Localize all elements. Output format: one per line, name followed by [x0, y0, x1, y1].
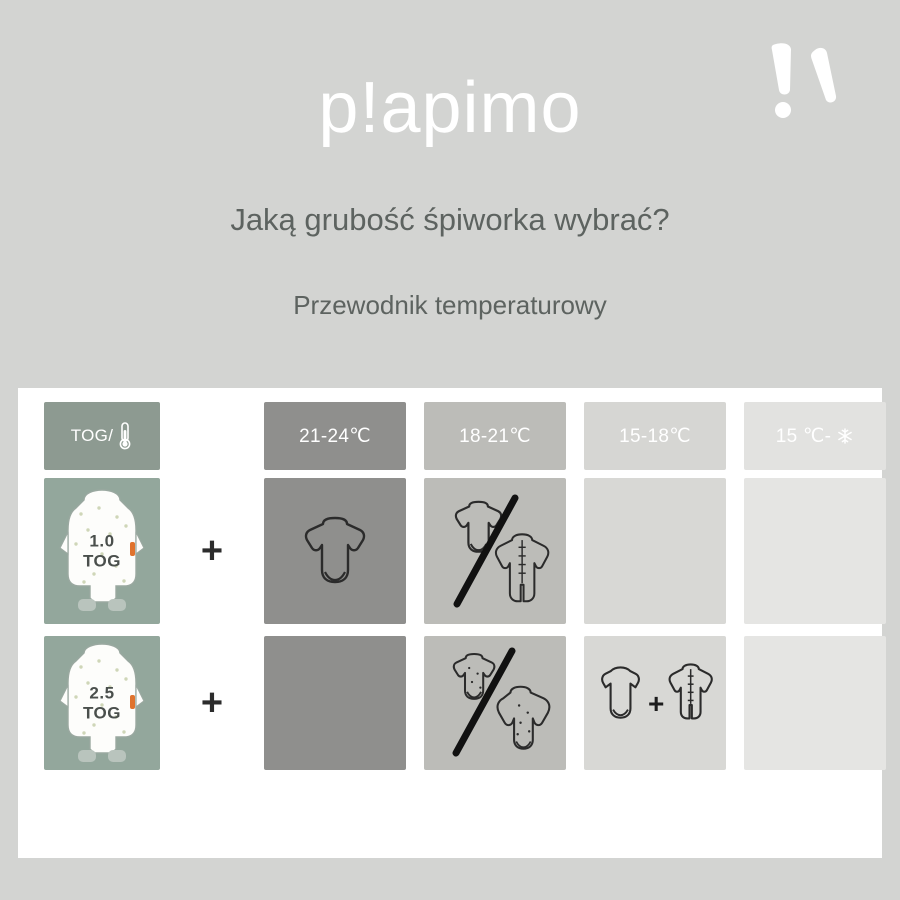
column-header-15-18: 15-18℃: [584, 402, 726, 470]
cell-2-5-tog-below-15: [744, 636, 886, 770]
sleeping-bag-2-5-tog-icon: [44, 636, 160, 770]
svg-text:+: +: [648, 688, 665, 719]
plus-sign-row-2: +: [200, 681, 224, 724]
column-header-18-21: 18-21℃: [424, 402, 566, 470]
tog-unit: TOG: [82, 551, 122, 570]
spark-decoration-icon: [760, 40, 870, 125]
table-corner-header: [44, 402, 160, 470]
short-sleeve-bodysuit-icon: [292, 508, 378, 594]
row-spacer-1: [44, 470, 886, 478]
temperature-guide-panel: [18, 388, 882, 858]
column-header-21-24: 21-24℃: [264, 402, 406, 470]
tog-number: 2.5: [89, 683, 115, 703]
column-header-below-15: [744, 402, 886, 470]
cell-2-5-tog-15-18: [584, 636, 726, 770]
page-subtitle: Przewodnik temperaturowy: [293, 290, 607, 320]
column-header-below-15-label: 15 ℃-: [775, 425, 832, 447]
tog-number: 1.0: [89, 531, 115, 551]
thermometer-icon: [117, 421, 133, 451]
cell-2-5-tog-21-24: [264, 636, 406, 770]
page-title: Jaką grubość śpiworka wybrać?: [230, 202, 670, 237]
cell-1-0-tog-15-18: [584, 478, 726, 624]
tog-unit: TOG: [82, 703, 122, 722]
brand-logo-text: p!apimo: [318, 68, 582, 148]
short-sleeve-bodysuit-or-long-sleeve-romper-icon: [429, 486, 561, 616]
cell-1-0-tog-21-24: [264, 478, 406, 624]
cell-2-5-tog-18-21: [424, 636, 566, 770]
cell-1-0-tog-below-15: [744, 478, 886, 624]
short-sleeve-bodysuit-or-long-sleeve-romper-icon: [430, 643, 560, 763]
plus-sign-row-1: +: [200, 529, 224, 572]
table-corner-label: TOG/: [70, 426, 114, 445]
temperature-guide-grid: [44, 402, 856, 844]
sleeping-bag-1-0-tog-icon: [44, 478, 160, 624]
sleeveless-bodysuit-plus-romper-icon: [588, 655, 722, 751]
row-spacer-2: [44, 624, 886, 636]
snowflake-icon: [836, 427, 854, 445]
header-gap: [178, 402, 246, 470]
cell-1-0-tog-18-21: [424, 478, 566, 624]
